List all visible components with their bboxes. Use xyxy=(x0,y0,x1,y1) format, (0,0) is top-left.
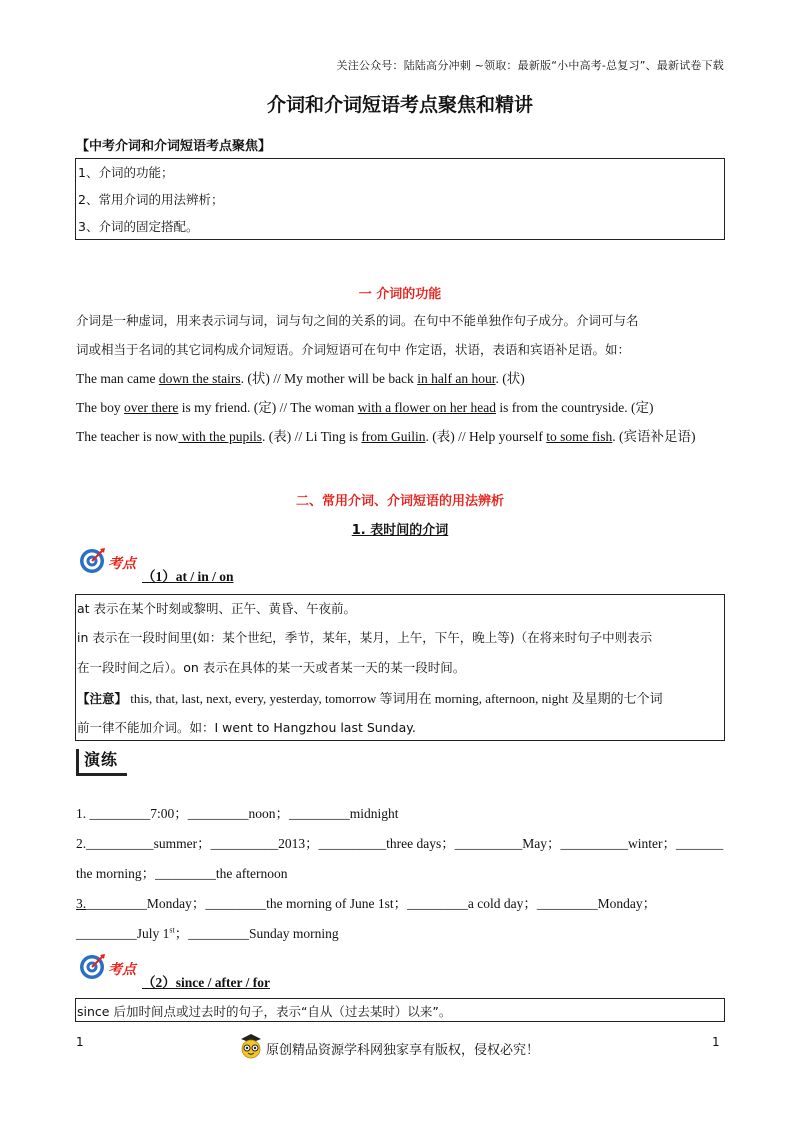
target-icon xyxy=(78,547,106,575)
practice-badge: 演练 xyxy=(76,749,127,776)
rule2-line-1: since 后加时间点或过去时的句子，表示“自从（过去某时）以来”。 xyxy=(77,1004,452,1019)
focus-box xyxy=(75,158,725,240)
page-number-left: 1 xyxy=(76,1035,84,1049)
focus-item-3: 3、介词的固定搭配。 xyxy=(78,219,199,234)
rule-note: 【注意】 this, that, last, next, every, yesterday, tomorrow 等词用在 morning, afternoon, night 及星期的七个词 xyxy=(77,691,663,706)
prep-phrase: to some fish xyxy=(546,429,613,444)
prep-phrase: in half an hour xyxy=(417,371,496,386)
kaodian-label: 考点 xyxy=(108,962,136,978)
copyright-footer: 原创精品资源学科网独家享有版权，侵权必究！ xyxy=(266,1043,540,1058)
rule-line-3: 在一段时间之后）。on 表示在具体的某一天或者某一天的某一段时间。 xyxy=(77,660,466,675)
kaodian-label: 考点 xyxy=(108,556,136,572)
prep-phrase: down the stairs xyxy=(158,371,241,386)
para-line-2: 词或相当于名词的其它词构成介词短语。介词短语可在句中 作定语，状语，表语和宾语补足语。如： xyxy=(76,342,630,357)
kaodian-2 xyxy=(78,953,378,990)
kaodian-1 xyxy=(78,547,378,584)
example-line-3: The teacher is now with the pupils. (表) // Li Ting is from Guilin. (表) // Help yourself to some fish. (宾语补足语) xyxy=(76,429,696,444)
para-line-1: 介词是一种虚词，用来表示词与词，词与句之间的关系的词。在句中不能单独作句子成分。介词可与名 xyxy=(76,313,639,328)
rule-box xyxy=(75,594,725,741)
section1-paragraph xyxy=(76,306,726,451)
exercise-3b: _________July 1st；_________Sunday morning xyxy=(76,925,339,941)
exercise-3a: 3._________Monday；_________the morning of June 1st；_________a cold day；_________Monday； xyxy=(76,896,657,911)
note-label: 【注意】 xyxy=(77,691,128,706)
exercise-2b: the morning；_________the afternoon xyxy=(76,866,288,881)
exercise-2a: 2.__________summer；__________2013；__________three days；__________May；__________winter；_______ xyxy=(76,836,724,851)
page-number-right: 1 xyxy=(712,1035,720,1049)
header-note: 关注公众号：陆陆高分冲刺 ~领取：最新版“小中高考-总复习”、最新试卷下载 xyxy=(336,59,724,72)
section2-subheading: 1. 表时间的介词 xyxy=(351,523,449,538)
target-icon xyxy=(78,953,106,981)
rule-line-5: 前一律不能加介词。如：I went to Hangzhou last Sunday. xyxy=(77,720,416,735)
section2-heading: 二、常用介词、介词短语的用法辨析 xyxy=(295,494,504,509)
focus-item-1: 1、介词的功能； xyxy=(78,165,174,180)
kaodian-title: （2）since / after / for xyxy=(142,975,270,990)
prep-phrase: with a flower on her head xyxy=(357,400,497,415)
prep-phrase: from Guilin xyxy=(361,429,426,444)
exercise-1: 1. _________7:00；_________noon；_________midnight xyxy=(76,806,399,821)
rule-line-2: in 表示在一段时间里(如：某个世纪，季节，某年，某月，上午，下午，晚上等)（在将来时句子中则表示 xyxy=(77,630,653,645)
page-title: 介词和介词短语考点聚焦和精讲 xyxy=(266,94,533,116)
kaodian-title: （1）at / in / on xyxy=(142,569,234,584)
example-line-1: The man came down the stairs. (状) // My mother will be back in half an hour. (状) xyxy=(76,371,525,386)
section1-heading: 一 介词的功能 xyxy=(358,287,442,302)
prep-phrase: with the pupils xyxy=(178,429,262,444)
focus-heading: 【中考介词和介词短语考点聚焦】 xyxy=(76,139,272,154)
prep-phrase: over there xyxy=(124,400,179,415)
rule-line-1: at 表示在某个时刻或黎明、正午、黄昏、午夜前。 xyxy=(77,601,357,616)
focus-item-2: 2、常用介词的用法辨析； xyxy=(78,192,224,207)
rule-box-2 xyxy=(75,998,725,1022)
mascot-icon xyxy=(237,1033,265,1059)
example-line-2: The boy over there is my friend. (定) // The woman with a flower on her head is from the countryside. (定) xyxy=(76,400,654,415)
